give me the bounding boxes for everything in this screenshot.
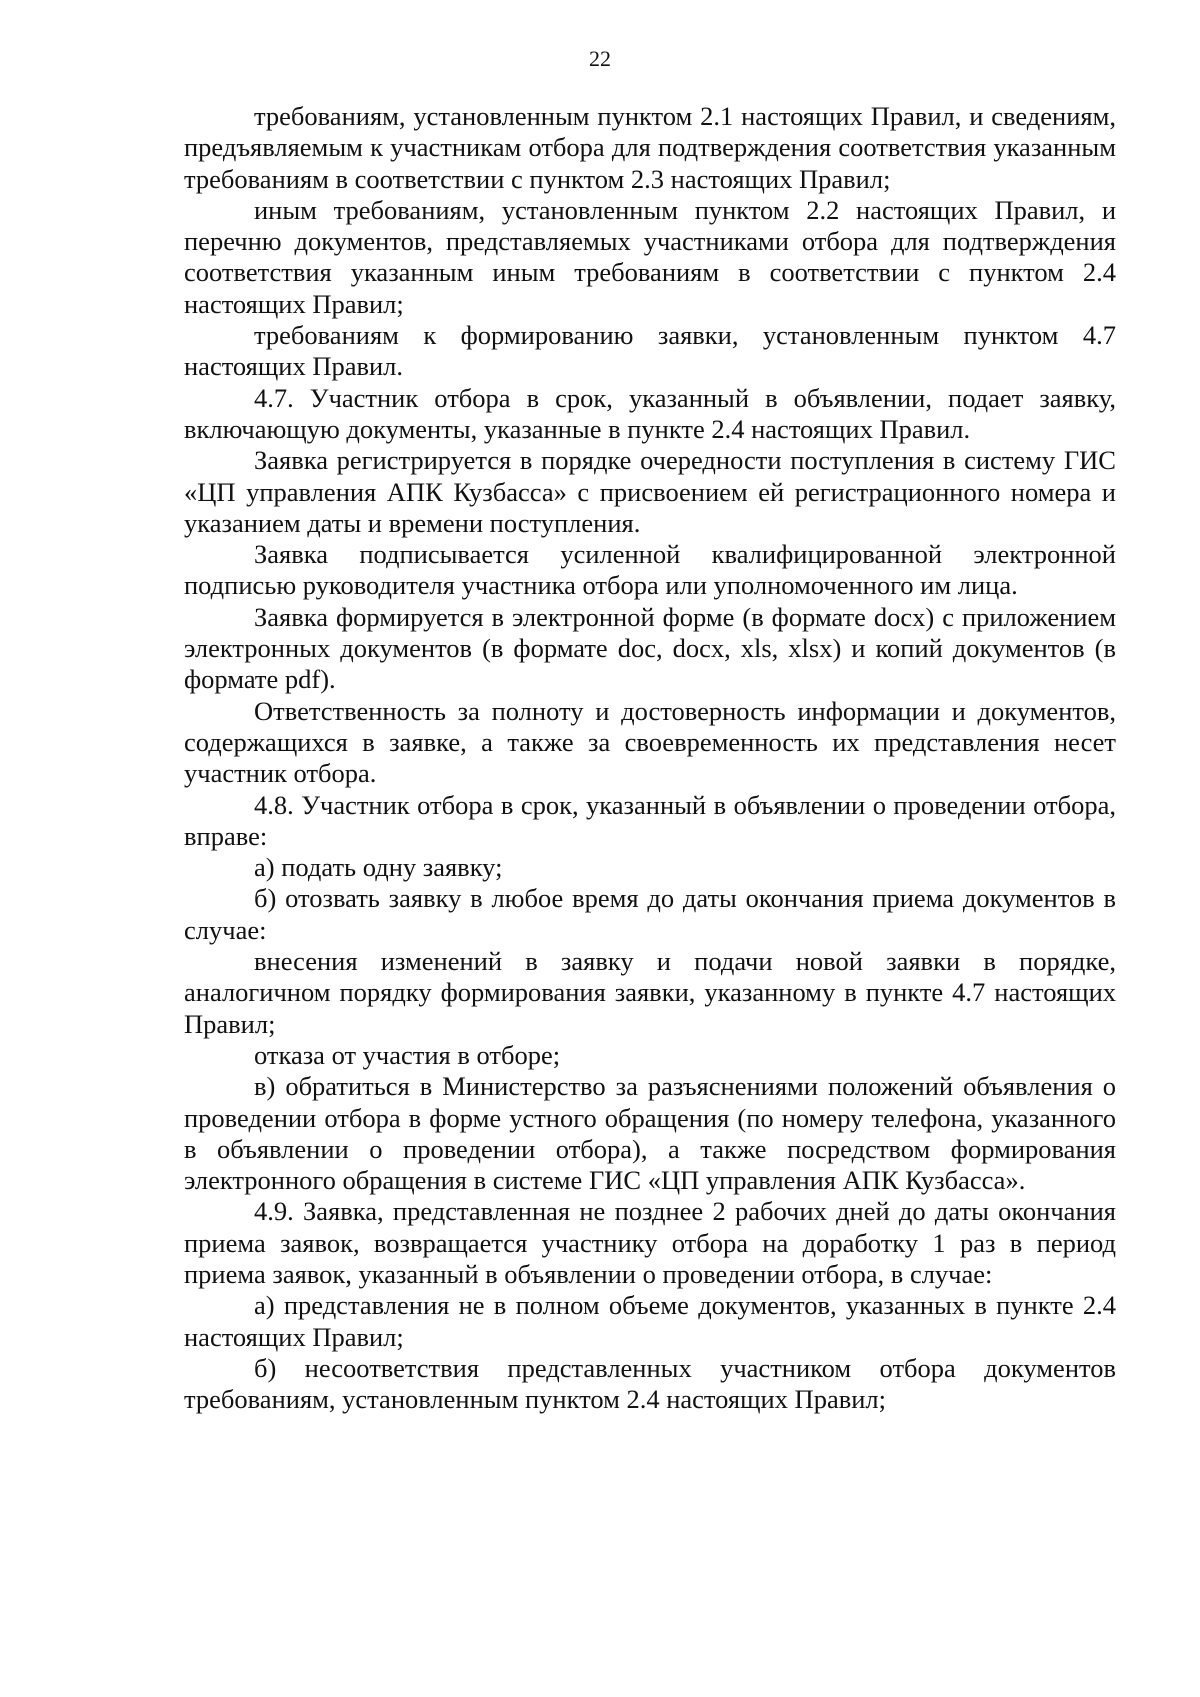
paragraph: Заявка регистрируется в порядке очередности поступления в систему ГИС «ЦП управления АПК Кузбасса» с присвоением ей регистрационного номера и указанием даты и времени поступления. [184,445,1116,538]
paragraph: требованиям к формированию заявки, установленным пунктом 4.7 настоящих Правил. [184,320,1116,382]
paragraph: 4.7. Участник отбора в срок, указанный в объявлении, подает заявку, включающую документы, указанные в пункте 2.4 настоящих Правил. [184,382,1116,444]
paragraph: б) отозвать заявку в любое время до даты окончания приема документов в случае: [184,883,1116,945]
paragraph: а) подать одну заявку; [254,852,503,883]
paragraph: 4.8. Участник отбора в срок, указанный в объявлении о проведении отбора, вправе: [184,789,1116,851]
paragraph: Ответственность за полноту и достоверность информации и документов, содержащихся в заявке, а также за своевременность их представления несет участник отбора. [184,695,1116,789]
paragraph: внесения изменений в заявку и подачи новой заявки в порядке, аналогичном порядку формирования заявки, указанному в пункте 4.7 настоящих Правил; [184,946,1116,1039]
paragraph: Заявка подписывается усиленной квалифицированной электронной подписью руководителя участника отбора или уполномоченного им лица. [184,539,1116,601]
paragraph: а) представления не в полном объеме документов, указанных в пункте 2.4 настоящих Правил; [184,1290,1116,1352]
page-number: 22 [589,46,611,71]
paragraph: 4.9. Заявка, представленная не позднее 2 рабочих дней до даты окончания приема заявок, возвращается участнику отбора на доработку 1 раз в период приема заявок, указанный в объявлении о проведении отбора, в случае: [184,1196,1116,1289]
paragraph: требованиям, установленным пунктом 2.1 настоящих Правил, и сведениям, предъявляемым к участникам отбора для подтверждения соответствия указанным требованиям в соответствии с пунктом 2.3 настоящих Правил; [184,101,1116,194]
paragraph: в) обратиться в Министерство за разъяснениями положений объявления о проведении отбора в форме устного обращения (по номеру телефона, указанного в объявлении о проведении отбора), а также посредством формирования электронного обращения в системе ГИС «ЦП управления АПК Кузбасса». [184,1071,1116,1196]
paragraph: иным требованиям, установленным пунктом 2.2 настоящих Правил, и перечню документов, представляемых участниками отбора для подтверждения соответствия указанным иным требованиям в соответствии с пунктом 2.4 настоящих Правил; [184,194,1116,319]
paragraph: б) несоответствия представленных участником отбора документов требованиям, установленным пунктом 2.4 настоящих Правил; [184,1352,1116,1415]
document-body [184,101,1116,1415]
paragraph: отказа от участия в отборе; [254,1039,561,1070]
paragraph: Заявка формируется в электронной форме (в формате docx) с приложением электронных документов (в формате doc, docx, xls, xlsx) и копий документов (в формате pdf). [184,601,1116,695]
